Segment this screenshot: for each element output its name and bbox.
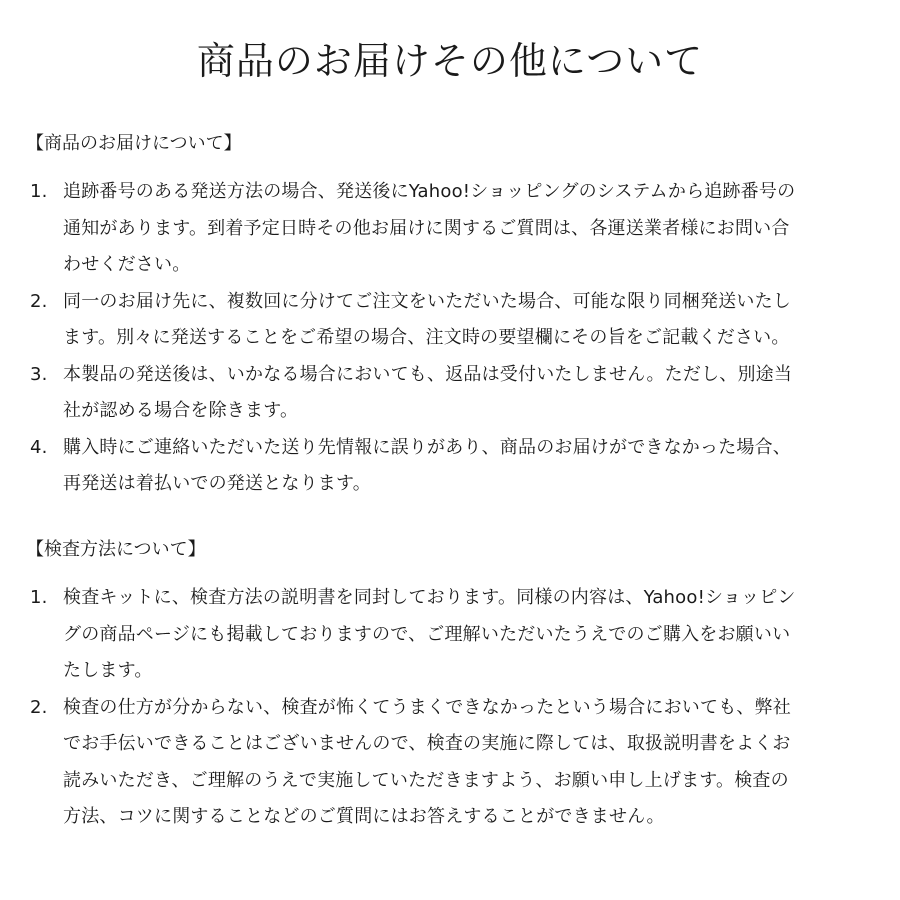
item-number: 1. — [30, 587, 48, 608]
delivery-section-heading: 【商品のお届けについて】 — [26, 133, 242, 154]
inspection-list — [0, 580, 900, 836]
page-title: 商品のお届けその他について — [196, 39, 704, 83]
item-text-line: 再発送は着払いでの発送となります。 — [63, 473, 371, 494]
delivery-item-1 — [0, 174, 900, 284]
item-text-line: ます。別々に発送することをご希望の場合、注文時の要望欄にその旨をご記載ください。 — [63, 327, 790, 348]
inspection-item-2 — [0, 690, 900, 836]
item-text-line: 本製品の発送後は、いかなる場合においても、返品は受付いたしません。ただし、別途当 — [63, 363, 793, 385]
item-number: 4. — [30, 436, 48, 458]
item-number: 3. — [30, 363, 48, 385]
item-text-line: 通知があります。到着予定日時その他お届けに関するご質問は、各運送業者様にお問い合 — [63, 217, 790, 239]
item-text-line: わせください。 — [63, 254, 191, 275]
item-text-line: 検査の仕方が分からない、検査が怖くてうまくできなかったという場合においても、弊社 — [63, 696, 791, 718]
item-number: 2. — [30, 696, 48, 718]
delivery-list — [0, 174, 900, 503]
delivery-item-2 — [0, 284, 900, 357]
inspection-item-1 — [0, 580, 900, 690]
item-text-line: 追跡番号のある発送方法の場合、発送後にYahoo!ショッピングのシステムから追跡番号の — [63, 181, 796, 202]
inspection-section-heading: 【検査方法について】 — [26, 539, 206, 560]
item-number: 1. — [30, 181, 48, 202]
delivery-item-4 — [0, 430, 900, 503]
item-text-line: 購入時にご連絡いただいた送り先情報に誤りがあり、商品のお届けができなかった場合、 — [63, 436, 791, 458]
item-text-line: でお手伝いできることはございませんので、検査の実施に際しては、取扱説明書をよくお — [63, 733, 791, 754]
delivery-item-3 — [0, 357, 900, 430]
item-text-line: グの商品ページにも掲載しておりますので、ご理解いただいたうえでのご購入をお願いい — [63, 623, 791, 645]
item-text-line: 方法、コツに関することなどのご質問にはお答えすることができません。 — [63, 806, 665, 827]
item-text-line: 検査キットに、検査方法の説明書を同封しております。同様の内容は、Yahoo!ショッピン — [63, 587, 796, 608]
item-text-line: 同一のお届け先に、複数回に分けてご注文をいただいた場合、可能な限り同梱発送いたし — [63, 290, 791, 312]
item-text-line: 読みいただき、ご理解のうえで実施していただきますよう、お願い申し上げます。検査の — [63, 769, 789, 791]
item-text-line: たします。 — [63, 660, 153, 681]
item-number: 2. — [30, 290, 48, 312]
item-text-line: 社が認める場合を除きます。 — [63, 400, 299, 421]
